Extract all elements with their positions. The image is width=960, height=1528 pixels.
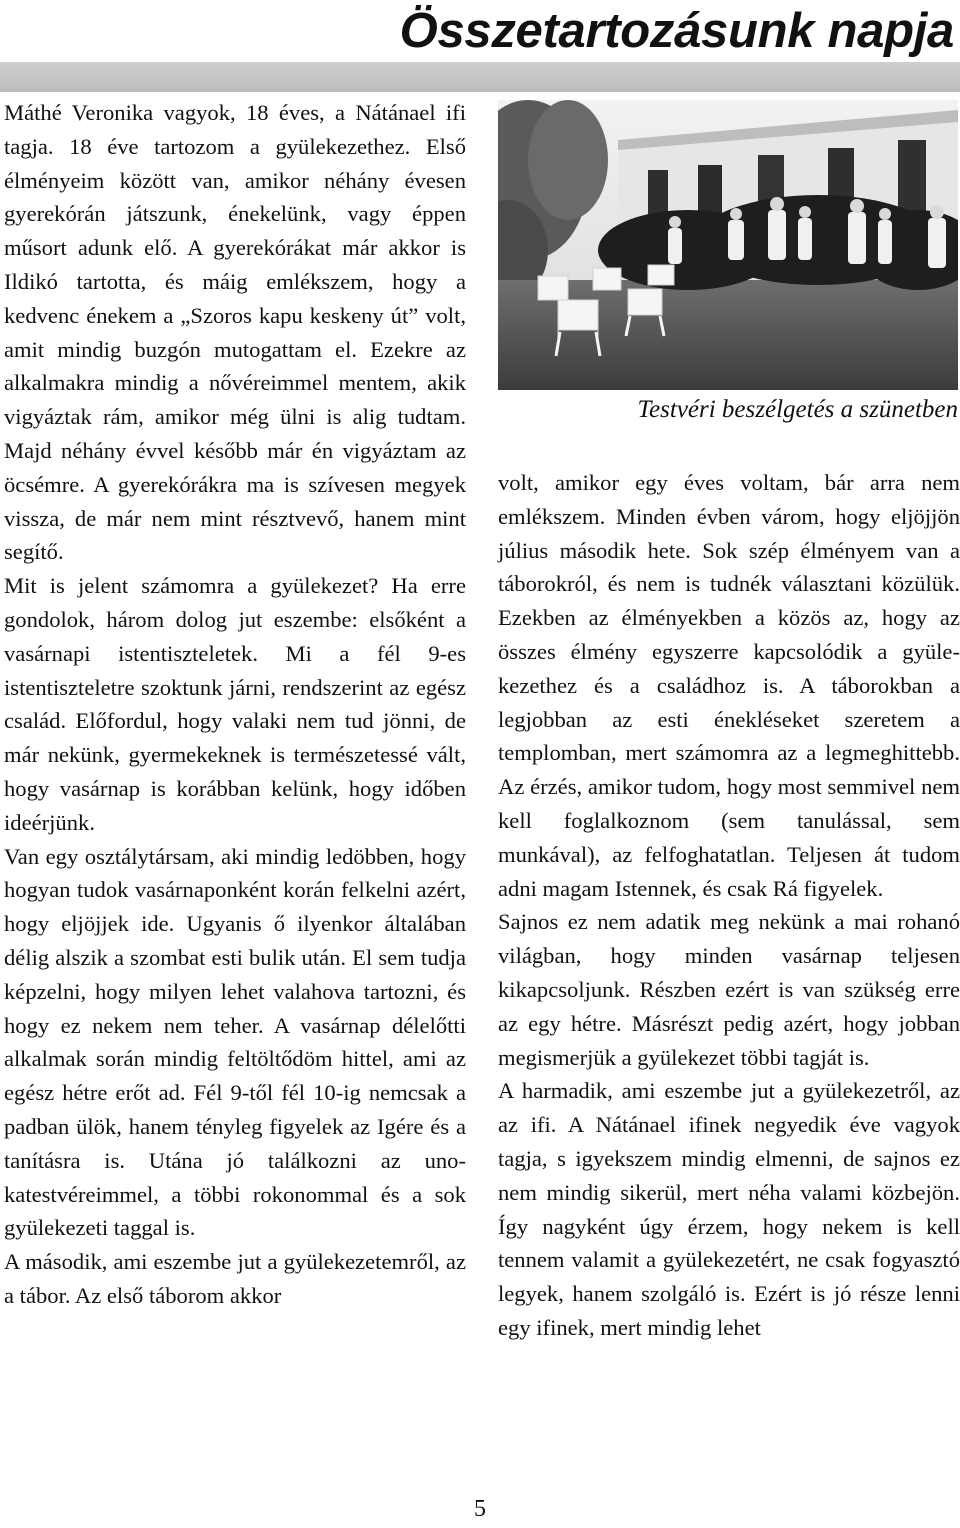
paragraph: Máthé Veronika vagyok, 18 éves, a Nátánael ifi tagja. 18 éve tartozom a gyülekezethez. Első élményeim között van, amikor néhány évesen gyerekórán játszunk, énekelünk, vagy éppen műsort adunk elő. A gyerekórákat már akkor is Ildikó tartotta, és máig emlékszem, hogy a kedvenc énekem a „Szoros kapu keskeny út” volt, amit mindig buzgón mutogattam el. Ezekre az alkalmakra mindig a nővéreimmel mentem, akik vigyáztak rám, amikor még ülni is alig tudtam. Majd néhány évvel később már én vigyáztam az öcsémre. A gyerekórákra ma is szívesen megyek vissza, de már nem mint résztvevő, hanem mint segítő. [4,100,466,565]
left-column [4,96,466,1313]
crowd-photo-illustration [498,100,958,390]
paragraph: A második, ami eszembe jut a gyülekezetemről, az a tábor. Az első táborom akkor [4,1249,466,1308]
crowd-photo [498,100,958,390]
paragraph: Van egy osztálytársam, aki mindig ledöbben, hogy hogyan tudok vasárnaponként korán felkelni azért, hogy eljöjjek ide. Ugyanis ő ilyenkor általában délig alszik a szombat esti bulik után. El sem tudja képzelni, hogy milyen lehet valahova tartozni, és hogy ez nekem nem teher. A vasárnap délelőtti alkalmak során mindig feltöltődöm hittel, ami az egész hétre erőt ad. Fél 9-től fél 10-ig nemcsak a padban ülök, hanem tényleg figyelek az Igére és a tanításra is. Utána jó találkozni az unokatestvéreimmel, a többi rokonommal és a sok gyülekezeti taggal is. [4,843,466,1241]
page-number: 5 [474,1496,486,1522]
paragraph: Sajnos ez nem adatik meg nekünk a mai rohanó világban, hogy minden vasárnap teljesen kikapcsoljunk. Részben ezért is van szükség erre az egy hétre. Másrészt pedig azért, hogy jobban megismerjük a gyülekezet többi tagját is. [498,909,960,1070]
paragraph: A harmadik, ami eszembe jut a gyülekezetről, az az ifi. A Nátánael ifinek negyedik éve vagyok tagja, s igyekszem mindig elmenni, de sajnos ez nem mindig sikerül, mert néha valami közbejön. Így nagyként úgy érzem, hogy nekem is kell tennem valamit a gyülekezetért, ne csak fogyasztó legyek, hanem szolgáló is. Ezért is jó része lenni egy ifinek, mert mindig lehet [498,1078,960,1340]
header-bar [0,62,960,92]
page-title: Összetartozásunk napja [399,4,954,58]
photo-caption: Testvéri beszélgetés a szünetben [637,396,958,423]
paragraph: volt, amikor egy éves voltam, bár arra nem emlékszem. Minden évben várom, hogy eljöjjön július második hete. Sok szép élményem van a táborokról, és nem is tudnék választani közülük. Ezekben az élményekben a közös az, hogy az összes élmény egyszerre kapcsolódik a gyülekezethez és a családhoz is. A táborokban a legjobban az esti énekléseket szeretem a templomban, mert számomra az a legmeghittebb. Az érzés, amikor tudom, hogy most semmivel nem kell foglalkoznom (sem tanulással, sem munkával), az felfoghatatlan. Teljesen át tudom adni magam Istennek, és csak Rá figyelek. [498,470,960,901]
paragraph: Mit is jelent számomra a gyülekezet? Ha erre gondolok, három dolog jut eszembe: elsőként a vasárnapi istentiszteletek. Mi a fél 9-es istentiszteletre szoktunk járni, rendszerint az egész család. Előfordul, hogy valaki nem tud jönni, de már nekünk, gyermekeknek is természetessé vált, hogy vasárnap is korábban kelünk, hogy időben ideérjünk. [4,573,466,835]
right-column [498,466,960,1345]
